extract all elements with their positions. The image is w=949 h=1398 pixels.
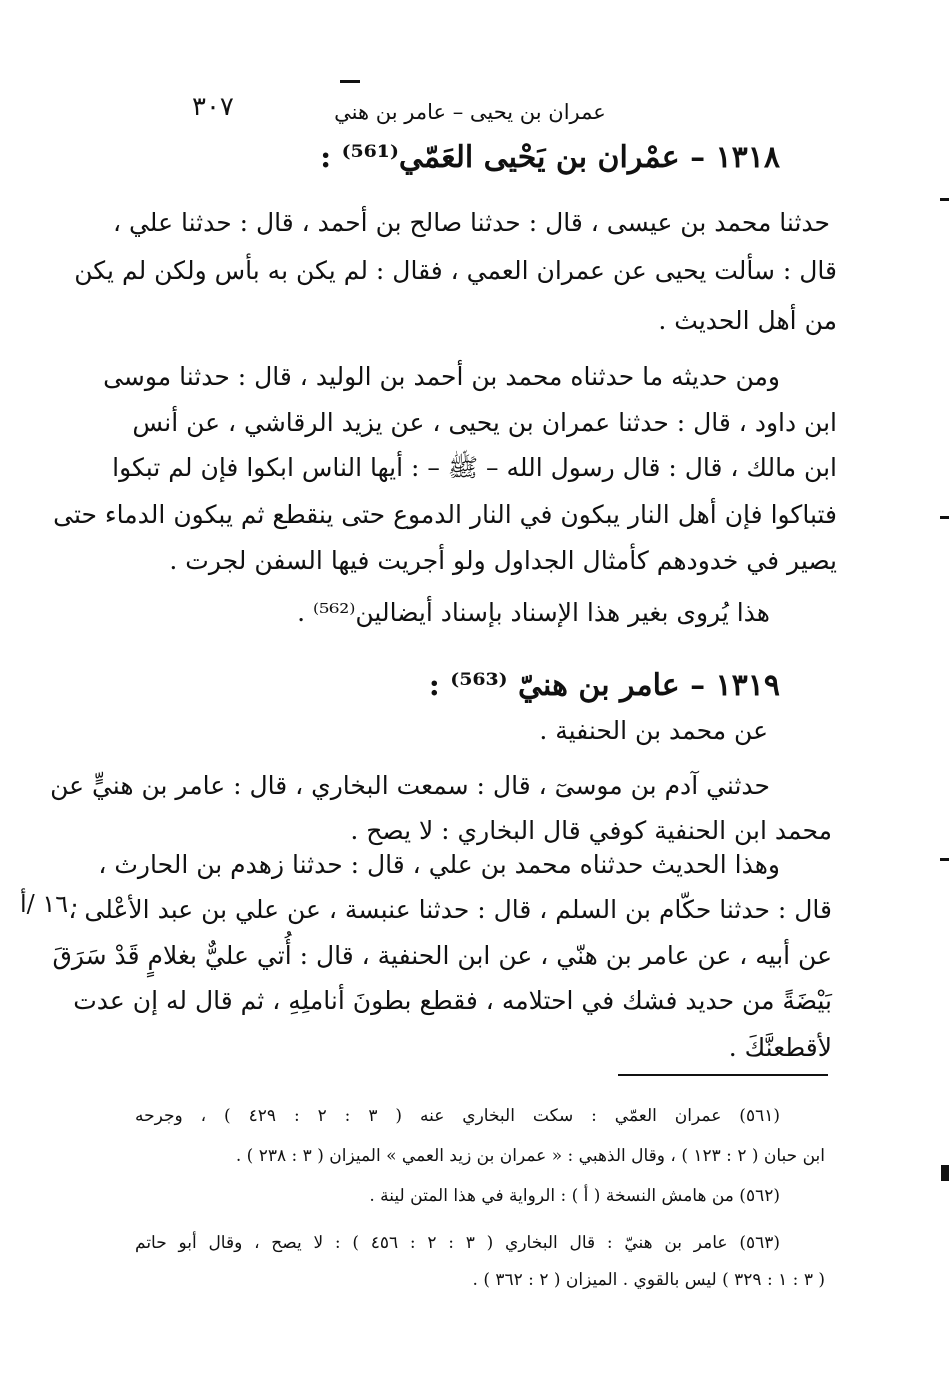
footnote-line: ابن حبان ( ٢ : ١٢٣ ) ، وقال الذهبي : « عمران بن زيد العمي » الميزان ( ٣ : ٢٣٨ ) . [235, 1146, 825, 1166]
paragraph-line: ابن داود ، قال : حدثنا عمران بن يحيى ، عن يزيد الرقاشي ، عن أنس [132, 408, 837, 437]
running-title: عمران بن يحيى – عامر بن هني [334, 100, 606, 124]
edge-mark [940, 516, 949, 519]
footnote-line: (٥٦٢) من هامش النسخة ( أ ) : الرواية في هذا المتن لينة . [369, 1186, 780, 1206]
paragraph-line: محمد ابن الحنفية كوفي قال البخاري : لا يصح . [350, 816, 832, 845]
paragraph-line: عن محمد بن الحنفية . [539, 716, 768, 745]
paragraph-line: فتباكوا فإن أهل النار يبكون في النار الدموع حتى ينقطع ثم يبكون الدماء حتى [53, 500, 837, 529]
top-dash-mark [340, 80, 360, 83]
entry-heading-1318: ١٣١٨ – عمْران بن يَحْيى العَمّي⁽⁵⁶¹⁾ : [320, 140, 780, 175]
paragraph-line: قال : حدثنا حكّام بن السلم ، قال : حدثنا عنبسة ، عن علي بن عبد الأعْلى ، [68, 895, 832, 924]
paragraph-line: قال : سألت يحيى عن عمران العمي ، فقال : لم يكن به بأس ولكن لم يكن [74, 256, 837, 285]
margin-folio-ref: ١٦٠ /أ [20, 890, 82, 918]
paragraph-line: حدثنا محمد بن عيسى ، قال : حدثنا صالح بن أحمد ، قال : حدثنا علي ، [112, 208, 830, 237]
paragraph-line: هذا يُروى بغير هذا الإسناد بإسناد أيضالين⁽⁵⁶²⁾ . [297, 598, 770, 627]
paragraph-line: حدثني آدم بن موسىٓ ، قال : سمعت البخاري ، قال : عامر بن هنيٍّ عن [50, 771, 770, 800]
footnote-line: (٥٦٣) عامر بن هنيّ : قال البخاري ( ٣ : ٢ : ٤٥٦ ) : لا يصح ، وقال أبو حاتم [135, 1233, 780, 1253]
paragraph-line: وهذا الحديث حدثناه محمد بن علي ، قال : حدثنا زهدم بن الحارث ، [98, 850, 780, 879]
edge-mark [941, 1165, 949, 1181]
paragraph-line: من أهل الحديث . [658, 306, 837, 335]
paragraph-line: بَيْضَةً من حديد فشك في احتلامه ، فقطع بطونَ أناملِهِ ، ثم قال له إن عدت [73, 986, 832, 1015]
paragraph-line: لأقطعنَّكَ . [728, 1033, 832, 1062]
page-number: ٣٠٧ [192, 92, 234, 122]
paragraph-line: ومن حديثه ما حدثناه محمد بن أحمد بن الوليد ، قال : حدثنا موسى [103, 362, 780, 391]
footnote-line: ( ٣ : ١ : ٣٢٩ ) ليس بالقوي . الميزان ( ٢ : ٣٦٢ ) . [472, 1270, 825, 1290]
footnote-line: (٥٦١) عمران العمّي : سكت البخاري عنه ( ٣ : ٢ : ٤٢٩ ) ، وجرحه [135, 1106, 780, 1126]
edge-mark [940, 198, 949, 201]
paragraph-line: ابن مالك ، قال : قال رسول الله – ﷺ – : أيها الناس ابكوا فإن لم تبكوا [112, 453, 837, 482]
entry-heading-1319: ١٣١٩ – عامر بن هنيّ ⁽⁵⁶³⁾ : [428, 668, 780, 703]
edge-mark [940, 858, 949, 861]
paragraph-line: عن أبيه ، عن عامر بن هنّي ، عن ابن الحنفية ، قال : أُتي عليٌّ بغلامٍ قَدْ سَرَقَ [52, 941, 832, 970]
paragraph-line: يصير في خدودهم كأمثال الجداول ولو أجريت فيها السفن لجرت . [169, 546, 837, 575]
footnote-separator [618, 1074, 828, 1076]
